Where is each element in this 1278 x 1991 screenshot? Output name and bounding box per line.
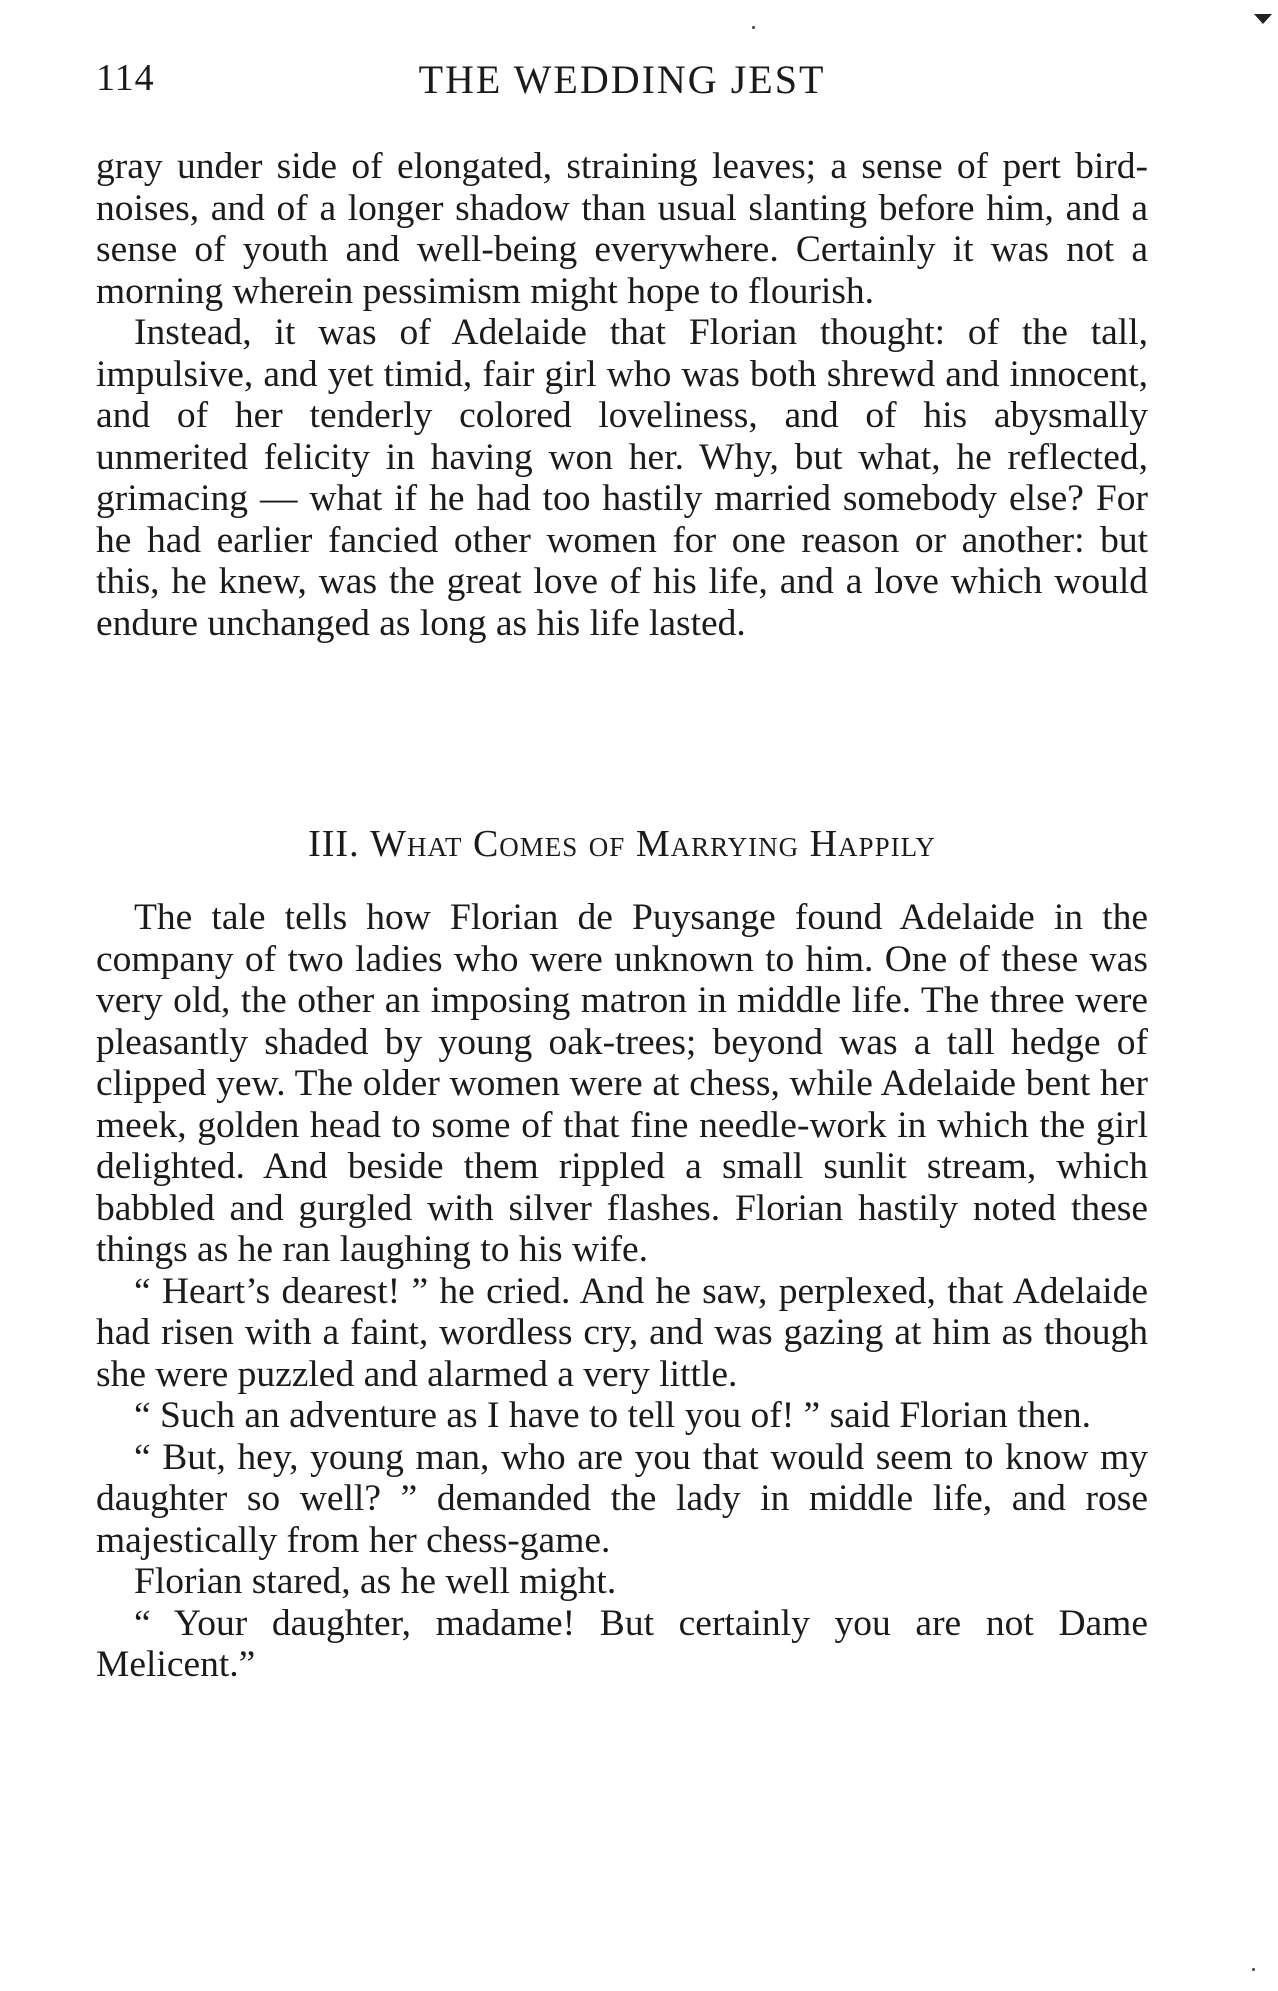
paragraph: Florian stared, as he well might.: [134, 1561, 617, 1602]
paragraph: Instead, it was of Adelaide that Florian thought: of the tall, impulsive, and yet timid, fair girl who was both shrewd and innocent, and of her tenderly colored loveliness, and of his abysmally unmerited felicity in having won her. Why, but what, he reflected, grimacing — what if he had too hastily married somebody else? For he had earlier fancied other women for one reason or another: but this, he knew, was the great love of his life, and a love which would endure unchanged as long as his life lasted.: [96, 312, 1148, 644]
paper-speck: [1252, 1968, 1255, 1971]
paragraph: “ Such an adventure as I have to tell you of! ” said Florian then.: [134, 1395, 1092, 1436]
page-corner-mark: [1254, 14, 1272, 24]
paragraph: “ Your daughter, madame! But certainly you are not Dame Melicent.”: [96, 1602, 1148, 1685]
text-block-top: [96, 146, 1148, 644]
text-block-bottom: [96, 897, 1148, 1686]
section-heading: [96, 822, 1148, 866]
running-head: THE WEDDING JEST: [418, 57, 826, 102]
page-header: [96, 56, 1148, 106]
paper-speck: [752, 26, 755, 29]
section-numeral: III.: [308, 823, 360, 865]
section-title: What Comes of Marrying Happily: [370, 823, 936, 865]
paragraph: “ Heart’s dearest! ” he cried. And he saw, perplexed, that Adelaide had risen with a faint, wordless cry, and was gazing at him as though she were puzzled and alarmed a very little.: [96, 1270, 1148, 1395]
paragraph: gray under side of elongated, straining leaves; a sense of pert bird-noises, and of a longer shadow than usual slanting before him, and a sense of youth and well-being everywhere. Certainly it was not a morning wherein pessimism might hope to flourish.: [96, 146, 1148, 312]
paragraph: The tale tells how Florian de Puysange found Adelaide in the company of two ladies who were unknown to him. One of these was very old, the other an imposing matron in middle life. The three were pleasantly shaded by young oak-trees; beyond was a tall hedge of clipped yew. The older women were at chess, while Adelaide bent her meek, golden head to some of that fine needle-work in which the girl delighted. And beside them rippled a small sunlit stream, which babbled and gurgled with silver flashes. Florian hastily noted these things as he ran laughing to his wife.: [96, 897, 1148, 1270]
paragraph: “ But, hey, young man, who are you that would seem to know my daughter so well? ” demanded the lady in middle life, and rose majestically from her chess-game.: [96, 1436, 1148, 1561]
page-number: 114: [96, 57, 155, 99]
